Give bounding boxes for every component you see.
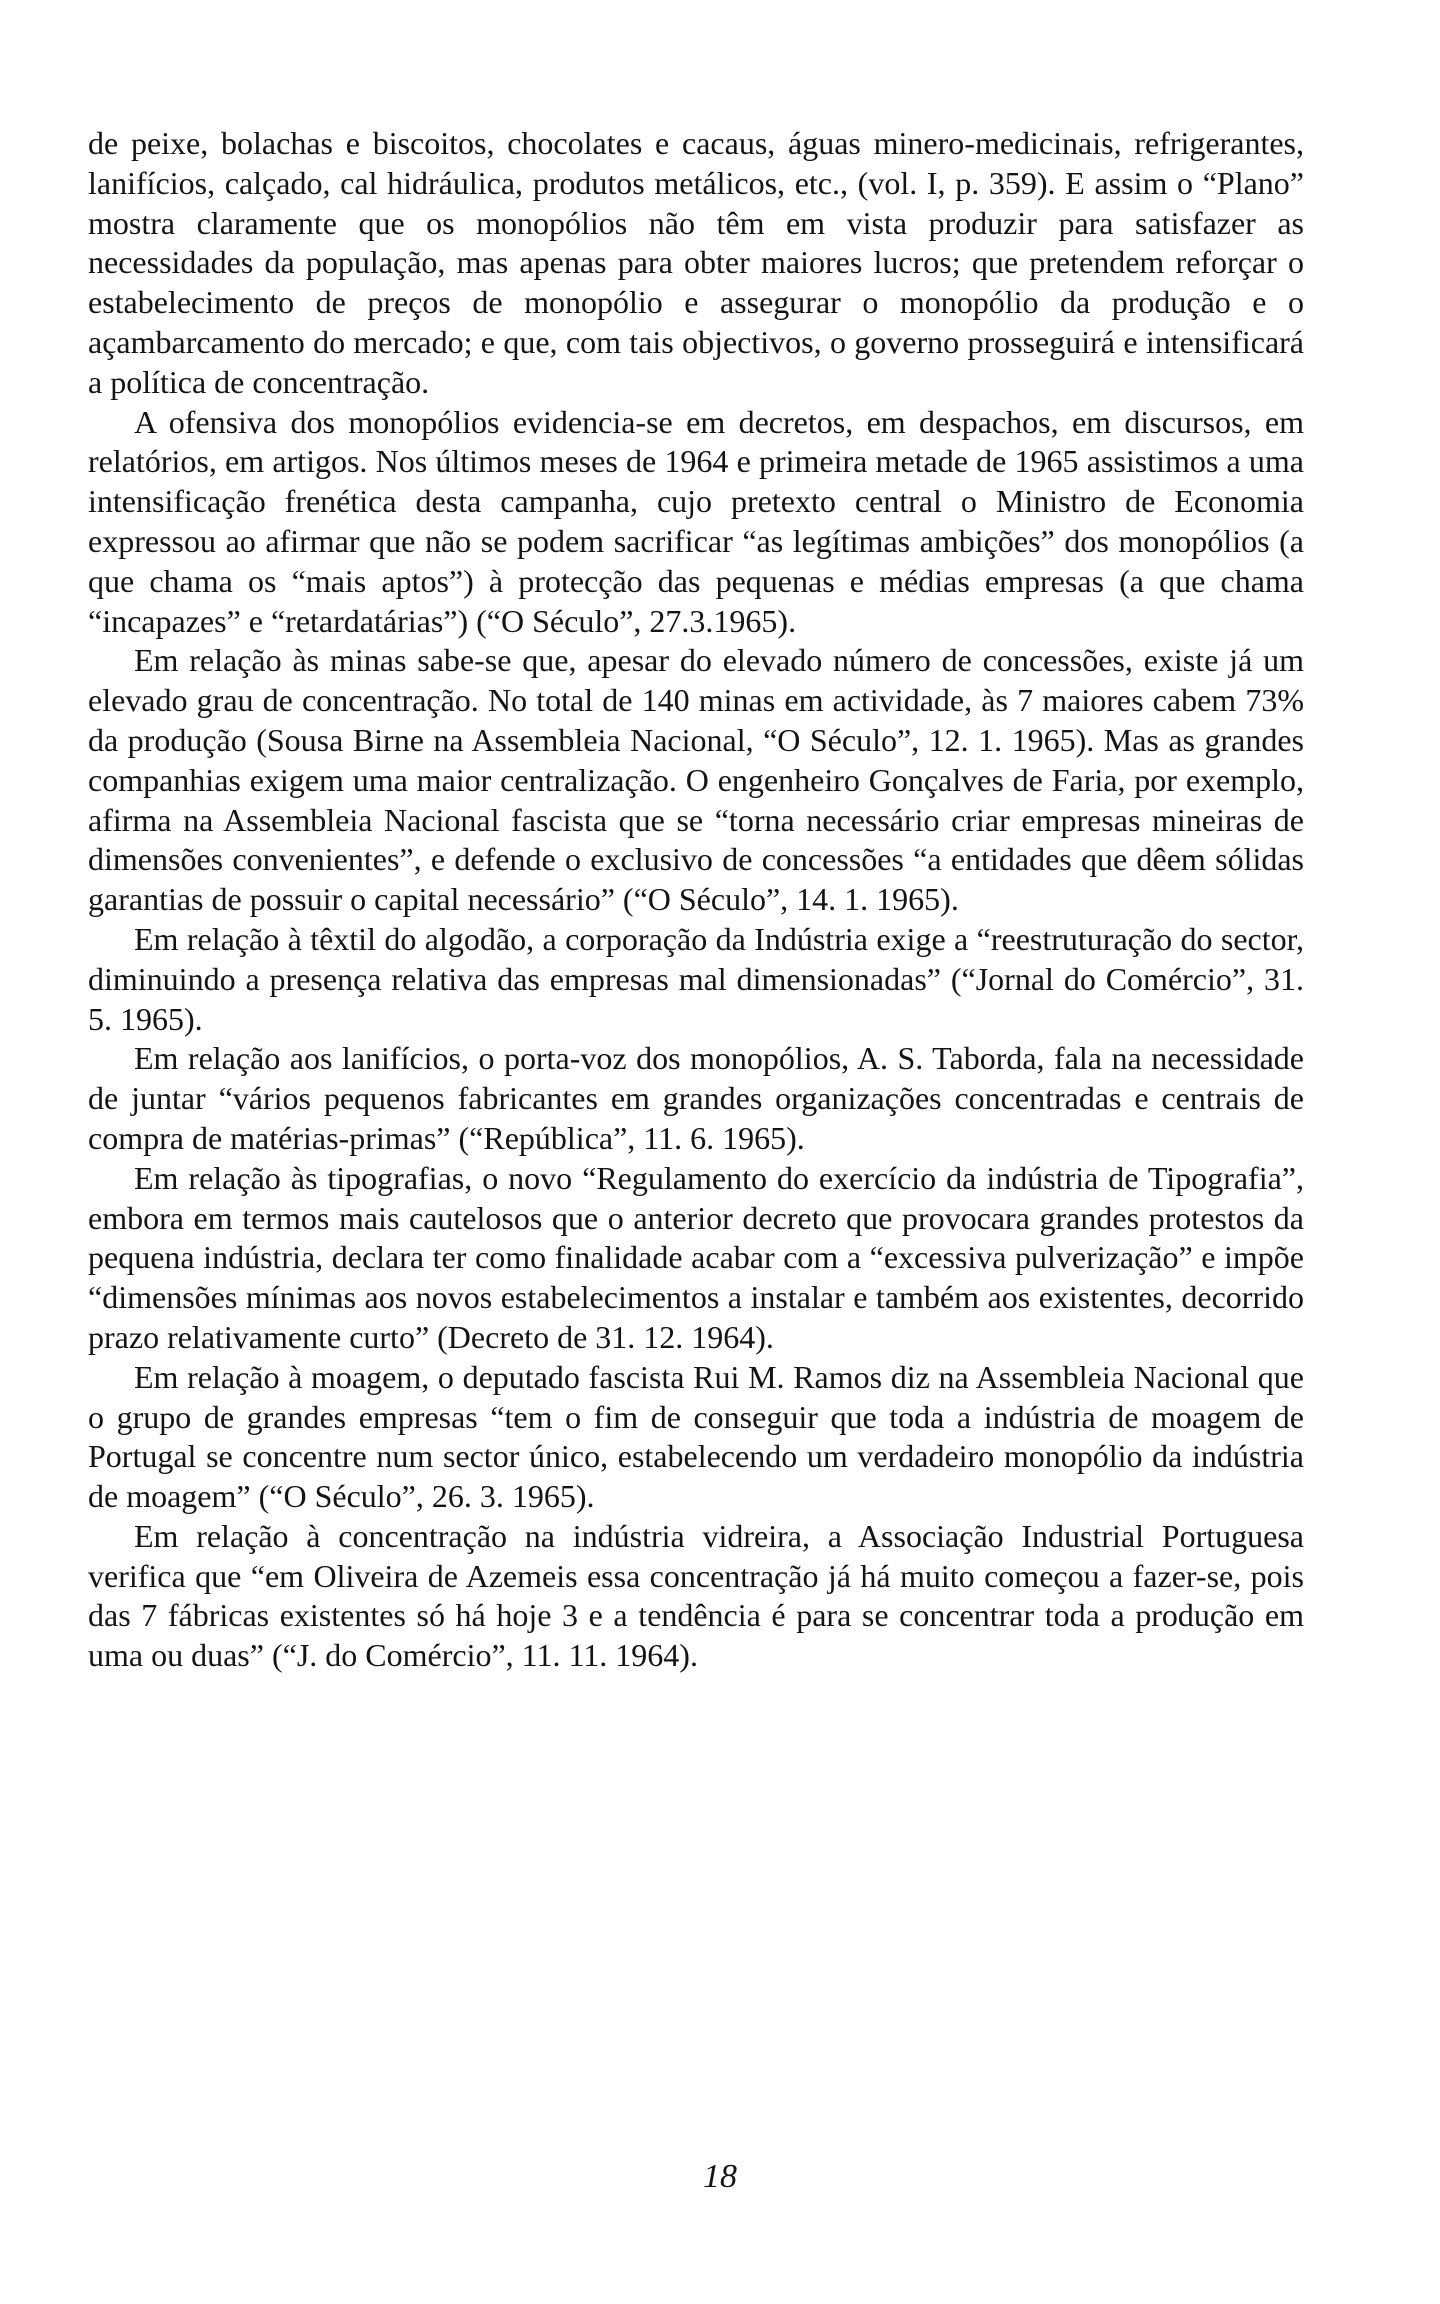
paragraph-6: Em relação às tipografias, o novo “Regulamento do exercício da indústria de Tipografia”, embora em termos mais cautelosos que o anterior decreto que provocara grandes protestos da pequena indústria, declara ter como finalidade acabar com a “excessiva pulverização” e impõe “dimensões mínimas aos novos estabelecimentos a instalar e também aos existentes, decorrido prazo relativamente curto” (Decreto de 31. 12. 1964). xyxy=(88,1159,1304,1355)
paragraph-2: A ofensiva dos monopólios evidencia-se em decretos, em despachos, em discursos, em relatórios, em artigos. Nos últimos meses de 1964 e primeira metade de 1965 assistimos a uma intensificação frenética desta campanha, cujo pretexto central o Ministro de Economia expressou ao afirmar que não se podem sacrificar “as legítimas ambições” dos monopólios (a que chama os “mais aptos”) à protecção das pequenas e médias empresas (a que chama “incapazes” e “retardatárias”) (“O Século”, 27.3.1965). xyxy=(88,403,1304,639)
page-number: 18 xyxy=(703,2158,737,2195)
paragraph-4: Em relação à têxtil do algodão, a corporação da Indústria exige a “reestruturação do sector, diminuindo a presença relativa das empresas mal dimensionadas” (“Jornal do Comércio”, 31. 5. 1965). xyxy=(88,920,1304,1037)
paragraph-1: de peixe, bolachas e biscoitos, chocolates e cacaus, águas minero-medicinais, refrigerantes, lanifícios, calçado, cal hidráulica, produtos metálicos, etc., (vol. I, p. 359). E assim o “Plano” mostra claramente que os monopólios não têm em vista produzir para satisfazer as necessidades da população, mas apenas para obter maiores lucros; que pretendem reforçar o estabelecimento de preços de monopólio e assegurar o monopólio da produção e o açambarcamento do mercado; e que, com tais objectivos, o governo prosseguirá e intensificará a política de concentração. xyxy=(88,125,1304,400)
paragraph-7: Em relação à moagem, o deputado fascista Rui M. Ramos diz na Assembleia Nacional que o grupo de grandes empresas “tem o fim de conseguir que toda a indústria de moagem de Portugal se concentre num sector único, estabelecendo um verdadeiro monopólio da indústria de moagem” (“O Século”, 26. 3. 1965). xyxy=(88,1358,1304,1515)
paragraph-3: Em relação às minas sabe-se que, apesar do elevado número de concessões, existe já um elevado grau de concentração. No total de 140 minas em actividade, às 7 maiores cabem 73% da produção (Sousa Birne na Assembleia Nacional, “O Século”, 12. 1. 1965). Mas as grandes companhias exigem uma maior centralização. O engenheiro Gonçalves de Faria, por exemplo, afirma na Assembleia Nacional fascista que se “torna necessário criar empresas mineiras de dimensões convenientes”, e defende o exclusivo de concessões “a entidades que dêem sólidas garantias de possuir o capital necessário” (“O Século”, 14. 1. 1965). xyxy=(88,642,1304,918)
paragraph-8: Em relação à concentração na indústria vidreira, a Associação Industrial Portuguesa verifica que “em Oliveira de Azemeis essa concentração já há muito começou a fazer-se, pois das 7 fábricas existentes só há hoje 3 e a tendência é para se concentrar toda a produção em uma ou duas” (“J. do Comércio”, 11. 11. 1964). xyxy=(88,1517,1304,1674)
page-body xyxy=(88,124,1304,1676)
paragraph-5: Em relação aos lanifícios, o porta-voz dos monopólios, A. S. Taborda, fala na necessidade de juntar “vários pequenos fabricantes em grandes organizações concentradas e centrais de compra de matérias-primas” (“República”, 11. 6. 1965). xyxy=(88,1040,1304,1156)
